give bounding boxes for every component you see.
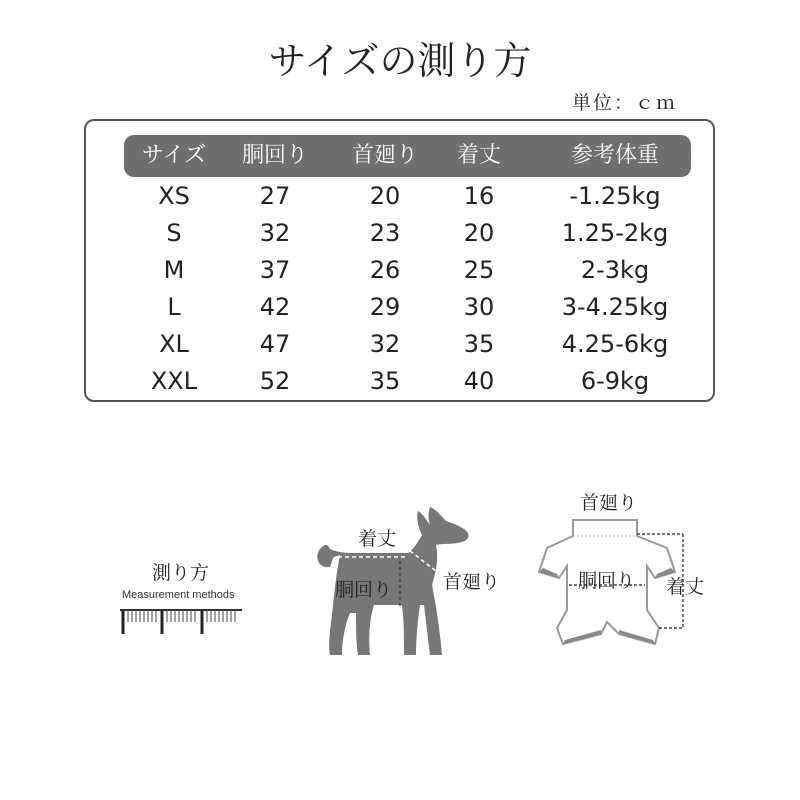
- garment-chest-label: 胴回り: [578, 570, 636, 592]
- table-row: [0, 178, 800, 215]
- header-chest: 胴回り: [241, 143, 308, 168]
- cell-length: 35: [463, 330, 495, 358]
- ruler-icon: [118, 604, 248, 638]
- cell-weight: 4.25-6kg: [561, 330, 669, 358]
- cell-chest: 42: [259, 293, 291, 321]
- cell-size: XXL: [150, 367, 198, 395]
- cell-chest: 27: [259, 182, 291, 210]
- cell-size: XL: [159, 330, 189, 358]
- garment-length-label: 着丈: [666, 576, 705, 598]
- cell-size: M: [163, 256, 185, 284]
- header-size: サイズ: [141, 143, 207, 168]
- table-row: [0, 326, 800, 363]
- cell-weight: -1.25kg: [569, 182, 661, 210]
- cell-weight: 1.25-2kg: [561, 219, 669, 247]
- cell-neck: 23: [369, 219, 401, 247]
- page-title: サイズの測り方: [268, 39, 532, 83]
- cell-weight: 6-9kg: [580, 367, 650, 395]
- measure-title: 測り方: [152, 562, 210, 584]
- unit-label: 単位：ｃｍ: [572, 92, 678, 114]
- cell-neck: 20: [369, 182, 401, 210]
- table-row: [0, 252, 800, 289]
- cell-weight: 2-3kg: [580, 256, 650, 284]
- size-table-header: [124, 135, 691, 177]
- dog-chest-label: 胴回り: [335, 579, 393, 601]
- cell-neck: 32: [369, 330, 401, 358]
- garment-neck-label: 首廻り: [580, 492, 638, 514]
- cell-neck: 35: [369, 367, 401, 395]
- header-length: 着丈: [456, 143, 501, 168]
- cell-chest: 32: [259, 219, 291, 247]
- cell-size: S: [166, 219, 182, 247]
- header-weight: 参考体重: [570, 143, 659, 168]
- cell-length: 20: [463, 219, 495, 247]
- table-row: [0, 215, 800, 252]
- dog-neck-label: 首廻り: [443, 571, 501, 593]
- cell-neck: 29: [369, 293, 401, 321]
- cell-length: 25: [463, 256, 495, 284]
- measure-subtitle: Measurement methods: [122, 589, 235, 601]
- cell-chest: 47: [259, 330, 291, 358]
- cell-chest: 52: [259, 367, 291, 395]
- cell-length: 40: [463, 367, 495, 395]
- cell-length: 30: [463, 293, 495, 321]
- cell-weight: 3-4.25kg: [561, 293, 669, 321]
- cell-size: XS: [158, 182, 190, 210]
- header-neck: 首廻り: [351, 143, 418, 168]
- cell-size: L: [167, 293, 181, 321]
- cell-length: 16: [463, 182, 495, 210]
- table-row: [0, 363, 800, 400]
- table-row: [0, 289, 800, 326]
- cell-chest: 37: [259, 256, 291, 284]
- cell-neck: 26: [369, 256, 401, 284]
- dog-length-label: 着丈: [358, 528, 397, 550]
